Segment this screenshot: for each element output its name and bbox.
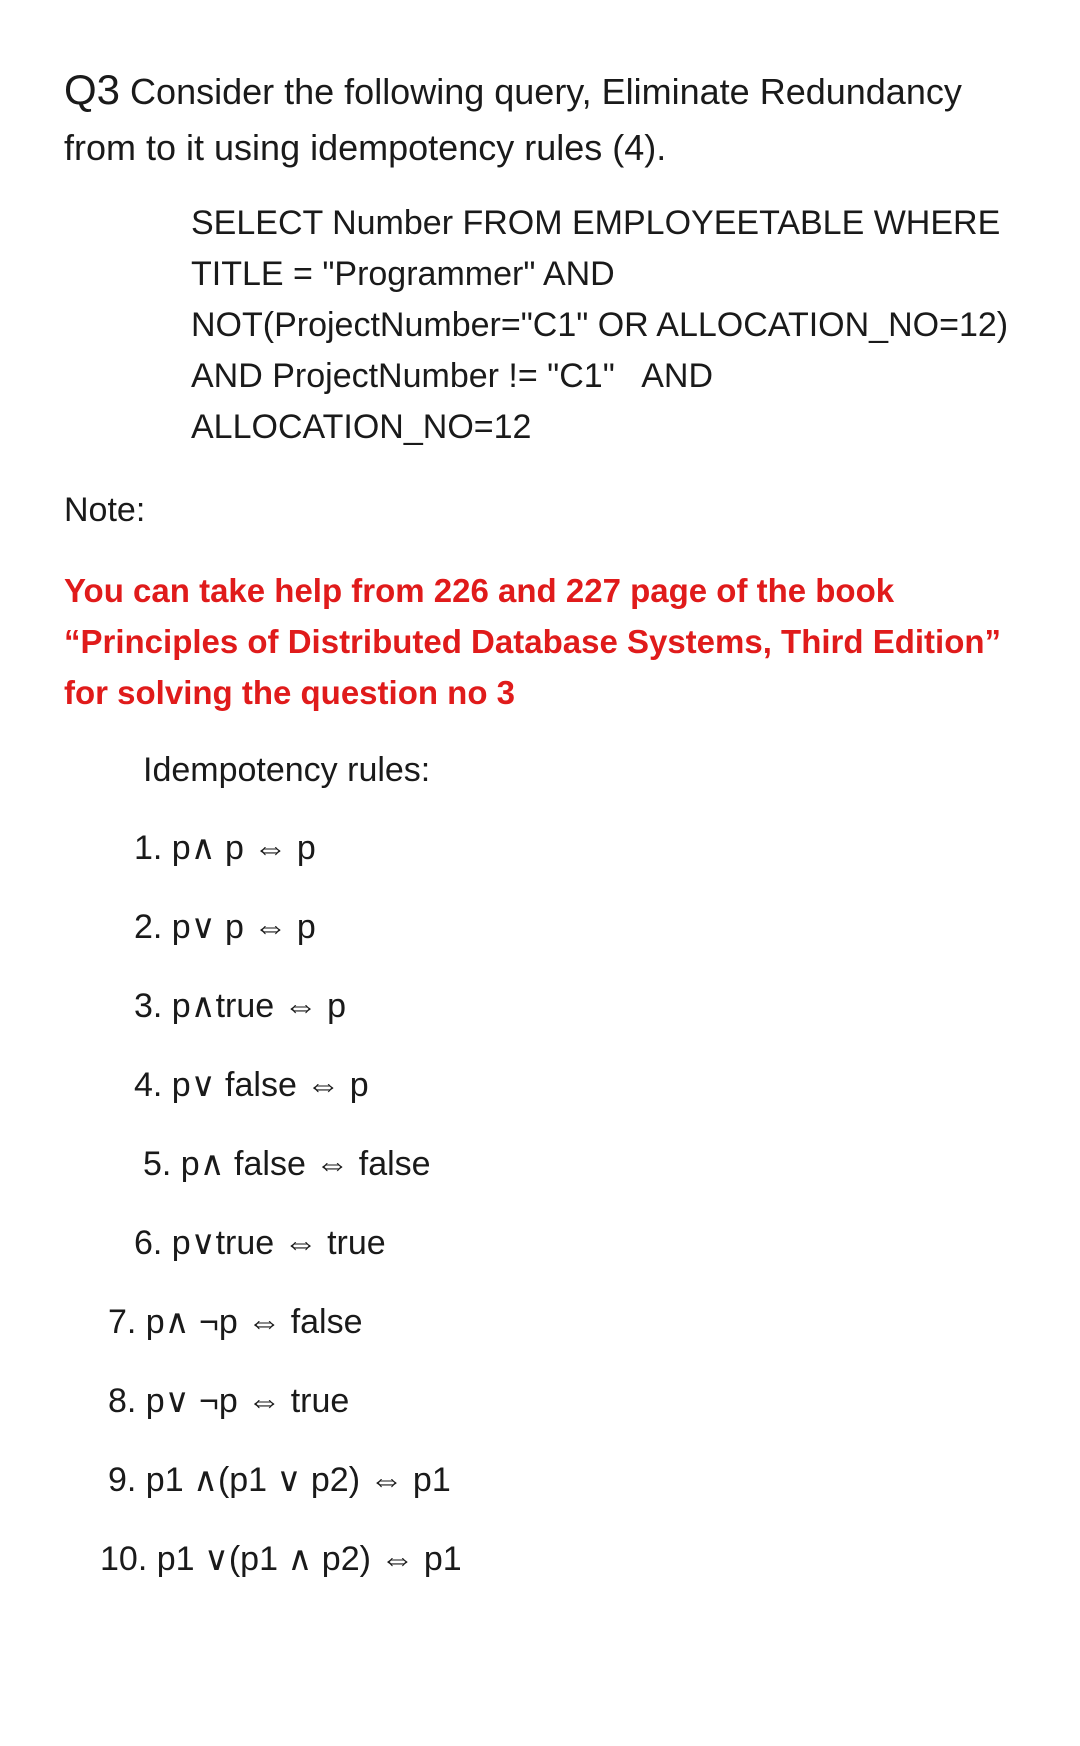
hint-line: “Principles of Distributed Database Systems, Third Edition” (64, 623, 1002, 660)
question-line-1 (64, 62, 1044, 120)
rule-item-1: 1. p∧ p ⇔ p (134, 829, 316, 867)
rule-item-6: 6. p∨true ⇔ true (134, 1224, 386, 1262)
question-text-1: Consider the following query, Eliminate Redundancy (130, 71, 962, 112)
rules-title: Idempotency rules: (143, 751, 431, 789)
hint-line: for solving the question no 3 (64, 674, 516, 711)
question-text-2: from to it using idempotency rules (4). (64, 127, 667, 168)
hint-text (64, 565, 1044, 718)
sql-query-block (191, 198, 1051, 453)
rule-item-5: 5. p∧ false ⇔ false (143, 1145, 431, 1183)
rule-item-4: 4. p∨ false ⇔ p (134, 1066, 369, 1104)
rule-item-10: 10. p1 ∨(p1 ∧ p2) ⇔ p1 (100, 1540, 462, 1578)
query-line: SELECT Number FROM EMPLOYEETABLE WHERE (191, 204, 1001, 242)
note-label: Note: (64, 491, 146, 529)
query-line: TITLE = "Programmer" AND (191, 255, 615, 293)
question-number: Q3 (64, 66, 121, 113)
rule-item-7: 7. p∧ ¬p ⇔ false (108, 1303, 363, 1341)
query-line: ALLOCATION_NO=12 (191, 408, 532, 446)
hint-line: You can take help from 226 and 227 page of the book (64, 572, 895, 609)
rule-item-3: 3. p∧true ⇔ p (134, 987, 346, 1025)
rule-item-2: 2. p∨ p ⇔ p (134, 908, 316, 946)
rule-item-8: 8. p∨ ¬p ⇔ true (108, 1382, 350, 1420)
query-line: NOT(ProjectNumber="C1" OR ALLOCATION_NO=12) (191, 306, 1009, 344)
query-line: AND ProjectNumber != "C1" AND (191, 357, 714, 395)
question-heading (64, 62, 1044, 176)
rule-item-9: 9. p1 ∧(p1 ∨ p2) ⇔ p1 (108, 1461, 451, 1499)
